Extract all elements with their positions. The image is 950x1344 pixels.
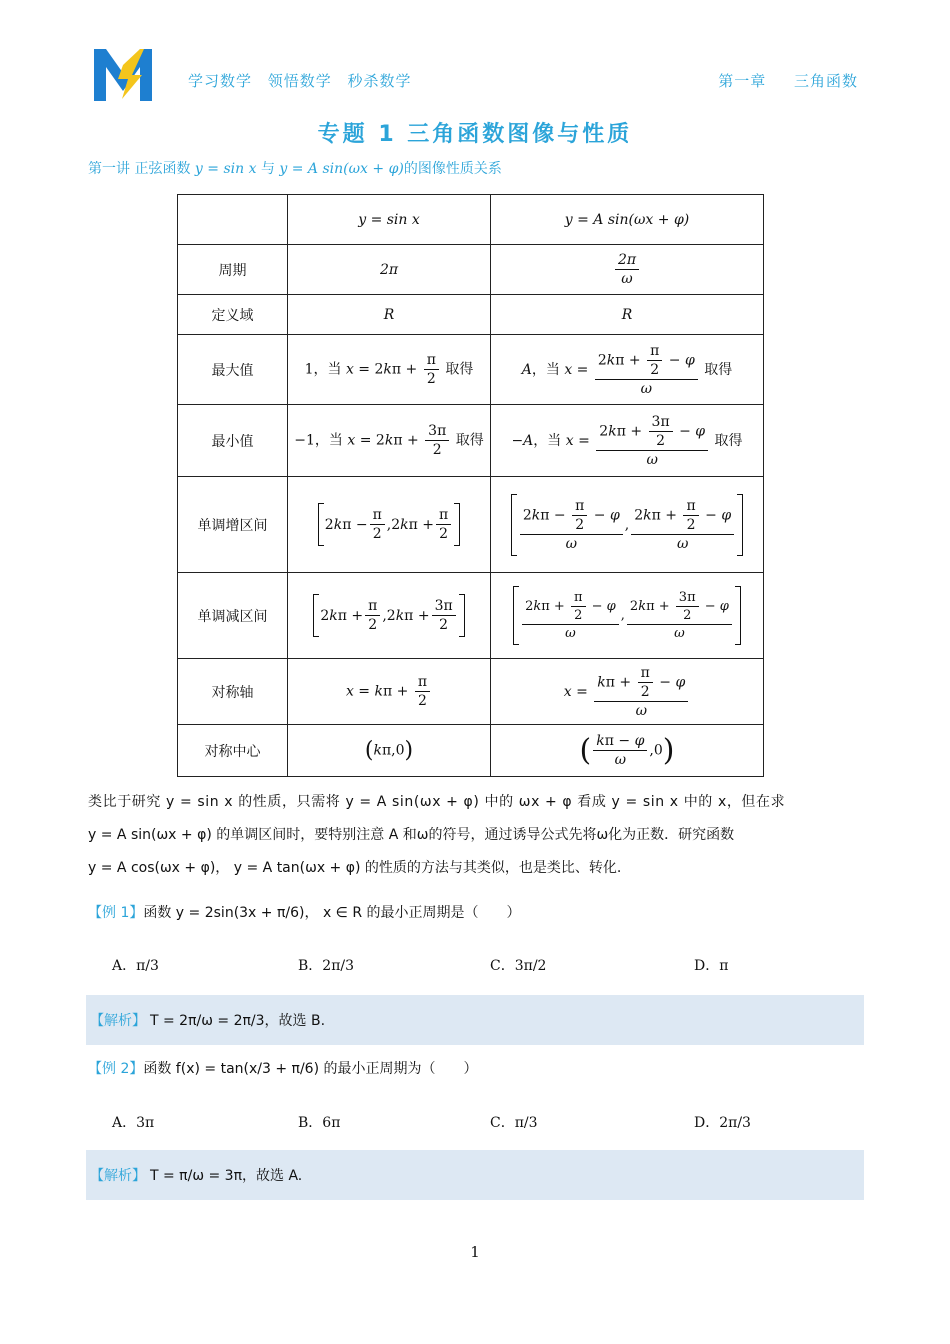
example-2-stem: [88, 1058, 478, 1078]
col2-header: y = A sin(ωx + φ): [491, 195, 764, 245]
header-slogan: 学习数学 领悟数学 秒杀数学: [188, 72, 412, 90]
row-label: 周期: [178, 245, 288, 295]
option-d[interactable]: D．2π/3: [694, 1115, 751, 1131]
option-d[interactable]: D．π: [694, 958, 729, 974]
example-2-tag: 【例 2】: [88, 1061, 144, 1077]
cell-min-general: −A，当 x = 2kπ + $\frac{3\pi}{2}$ − φ ω 取得: [491, 405, 764, 477]
cell-axis-sin: x = kπ + $\frac{\pi}{2}$: [288, 659, 491, 725]
m-logo-icon: [92, 45, 154, 103]
paragraph-line: y = A sin(ωx + φ) 的单调区间时，要特别注意 A 和ω的符号，通过诱导公式先将ω化为正数．研究函数: [88, 827, 735, 843]
row-label: 定义域: [178, 295, 288, 335]
subtitle-mid: 与: [260, 161, 275, 177]
cell-center-general: ( $\frac{k\pi - \varphi}{\omega}$ ,0): [491, 725, 764, 777]
row-label: 最小值: [178, 405, 288, 477]
table-header-row: [178, 195, 764, 245]
cell-axis-general: x = kπ + $\frac{\pi}{2}$ − φ ω: [491, 659, 764, 725]
example-2-solution: [86, 1150, 864, 1200]
subtitle-suffix: 的图像性质关系: [403, 161, 502, 177]
paragraph-line: 类比于研究 y = sin x 的性质，只需将 y = A sin(ωx + φ) 中的 ωx + φ 看成 y = sin x 中的 x，但在求: [88, 794, 786, 810]
cell-inc-general: 2kπ − $\frac{\pi}{2}$ − φ ω , 2kπ + $\frac{\pi}{2}$ − φ ω: [491, 477, 764, 573]
col1-header: y = sin x: [288, 195, 491, 245]
table-row: [178, 573, 764, 659]
solution-2-text: T = π/ω = 3π，故选 A.: [150, 1168, 303, 1184]
solution-2-tag: 【解析】: [90, 1168, 146, 1184]
header-blank-cell: [178, 195, 288, 245]
option-a[interactable]: A．3π: [112, 1115, 155, 1131]
page-number: 1: [470, 1243, 480, 1261]
cell-period-general: $\frac{2\pi}{\omega}$: [491, 245, 764, 295]
cell-center-sin: (kπ,0): [288, 725, 491, 777]
option-c[interactable]: C．π/3: [490, 1115, 538, 1131]
table-row: [178, 245, 764, 295]
row-label: 对称中心: [178, 725, 288, 777]
table-row: [178, 725, 764, 777]
option-b[interactable]: B．2π/3: [298, 958, 355, 974]
table-row: [178, 295, 764, 335]
lecture-subtitle: [88, 158, 502, 178]
table-row: [178, 659, 764, 725]
example-2-text: 函数 f(x) = tan(x/3 + π/6) 的最小正周期为（ ）: [143, 1061, 478, 1077]
paragraph-line: y = A cos(ωx + φ)， y = A tan(ωx + φ) 的性质的方法与其类似，也是类比、转化.: [88, 860, 622, 876]
solution-1-text: T = 2π/ω = 2π/3，故选 B.: [150, 1013, 326, 1029]
table-row: [178, 405, 764, 477]
table-row: [178, 335, 764, 405]
page-title: 专题 1 三角函数图像与性质: [317, 122, 633, 147]
cell-period-sin: 2π: [288, 245, 491, 295]
comparison-table: [177, 194, 764, 777]
subtitle-f2: y = A sin(ωx + φ): [279, 161, 404, 177]
subtitle-f1: y = sin x: [194, 161, 257, 177]
row-label: 单调增区间: [178, 477, 288, 573]
cell-dec-sin: 2 k π + $\frac{\pi}{2}$ ,2 k π + $\frac{3\pi}{2}$: [288, 573, 491, 659]
example-1-tag: 【例 1】: [88, 905, 144, 921]
solution-1-tag: 【解析】: [90, 1013, 146, 1029]
cell-domain-general: R: [491, 295, 764, 335]
option-c[interactable]: C．3π/2: [490, 958, 547, 974]
row-label: 单调减区间: [178, 573, 288, 659]
example-1-stem: [88, 902, 521, 922]
example-2-options: [112, 1112, 852, 1132]
example-1-solution: [86, 995, 864, 1045]
header-chapter: 第一章 三角函数: [718, 72, 858, 90]
table-row: [178, 477, 764, 573]
cell-max-sin: 1，当 x = 2kπ + $\frac{\pi}{2}$ 取得: [288, 335, 491, 405]
example-1-text: 函数 y = 2sin(3x + π/6)， x ∈ R 的最小正周期是（ ）: [143, 905, 521, 921]
explanation-paragraph: [88, 786, 864, 885]
cell-max-general: A，当 x = 2kπ + $\frac{\pi}{2}$ − φ ω 取得: [491, 335, 764, 405]
cell-dec-general: 2kπ + $\frac{\pi}{2}$ − φ ω , 2kπ + $\frac{3\pi}{2}$ − φ ω: [491, 573, 764, 659]
example-1-options: [112, 955, 852, 975]
subtitle-prefix: 第一讲 正弦函数: [88, 161, 191, 177]
row-label: 最大值: [178, 335, 288, 405]
cell-domain-sin: R: [288, 295, 491, 335]
cell-min-sin: −1，当 x = 2kπ + $\frac{3\pi}{2}$ 取得: [288, 405, 491, 477]
option-b[interactable]: B．6π: [298, 1115, 341, 1131]
cell-inc-sin: 2 k π − $\frac{\pi}{2}$ ,2 k π + $\frac{\pi}{2}$: [288, 477, 491, 573]
option-a[interactable]: A．π/3: [112, 958, 159, 974]
row-label: 对称轴: [178, 659, 288, 725]
